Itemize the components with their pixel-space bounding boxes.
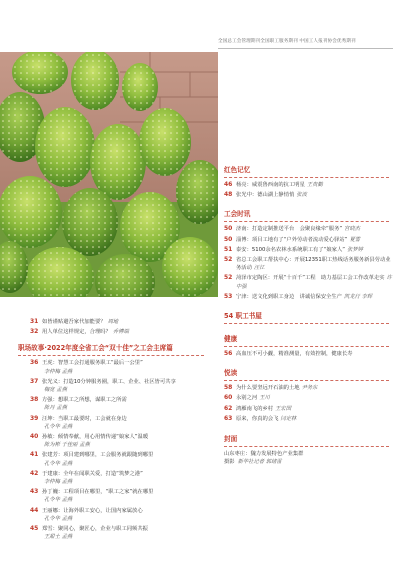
page-number: 51 (224, 245, 233, 253)
entry-author: 尹务东 (301, 385, 318, 392)
entry-author: 许中强 (236, 275, 392, 290)
page-number: 45 (30, 525, 39, 533)
toc-entry[interactable] (224, 256, 394, 272)
entry-title: 孙敏：倾情奉献，用心用情传递“娘家人”温暖 (42, 434, 149, 441)
masthead-rule (218, 48, 393, 49)
page-number: 32 (30, 328, 39, 336)
entry-title: 宁津：送文化到职工身边 讲诚信保安全生产 (236, 293, 342, 300)
entry-author: 张梦婷 (347, 246, 363, 253)
toc-entry[interactable] (224, 181, 394, 189)
page-number: 46 (224, 181, 233, 188)
entry-author: 王宏国 (275, 405, 291, 412)
page-number: 63 (224, 414, 233, 422)
toc-entry[interactable] (224, 191, 394, 199)
toc-entry[interactable] (224, 350, 394, 358)
entry-title: 张光中：德山湖上静悄悄 (236, 192, 295, 199)
section-title: 工会时讯 (224, 210, 251, 219)
feature-section-title: 职场故事·2022年度全省工会“双十佳”之工会主席篇 (18, 344, 173, 353)
cover-credit (224, 458, 394, 466)
toc-left-column (18, 318, 216, 543)
entry-title: 方强：想职工之所想，谋职工之所需 (42, 397, 127, 404)
entry-title: 永别之河 (236, 395, 258, 402)
entry-author: 宫晓杰 (344, 226, 361, 233)
page-number: 43 (30, 488, 39, 496)
section-divider (224, 446, 389, 447)
entry-author: 闫定林 (280, 415, 297, 422)
toc-entry[interactable] (224, 384, 394, 392)
entry-title: 如皆谨贴避吾家代加能要？ (42, 319, 106, 325)
page-number: 40 (30, 433, 39, 441)
entry-author: 梅宽 孟燕 (44, 387, 67, 394)
cover-section-title: 封面 (224, 435, 238, 444)
section-divider (18, 355, 204, 356)
toc-entry[interactable] (224, 405, 394, 413)
entry-title: 为什么要坚远开石油的土地 (236, 385, 300, 392)
entry-author: 凯龙行 李辉 (343, 293, 373, 300)
entry-author: 王贵勤 (306, 182, 323, 188)
entry-author: 陈丹 孟燕 (44, 405, 67, 412)
toc-entry[interactable] (30, 378, 216, 394)
page-number: 41 (30, 451, 39, 459)
toc-entry[interactable] (224, 236, 394, 244)
entry-title: 张建芳：项目建到哪里，工会服务就跟随到哪里 (42, 452, 154, 459)
toc-right-column (224, 158, 394, 467)
entry-author: 张波 (296, 192, 307, 199)
toc-entry[interactable] (224, 394, 394, 402)
section-divider (224, 380, 389, 381)
entry-author: 李仲梅 孟燕 (44, 368, 73, 375)
page-number: 60 (224, 394, 233, 402)
toc-entry[interactable] (224, 415, 394, 423)
entry-title: 杨亮：威震鲁西南的抗工明星 (236, 182, 305, 188)
entry-title: 郑雪：聚同心，聚匠心，企业与职工同频共振 (42, 526, 148, 533)
cover-credit-label: 摄影 (224, 459, 235, 466)
entry-title: 省总工会职工帮扶中心：开展12351职工热线话务服务新县劳动业务活动 (236, 257, 391, 272)
toc-entry[interactable] (30, 318, 216, 326)
page-number: 52 (224, 274, 233, 282)
entry-author: 周地 (107, 319, 119, 325)
entry-title: 汪坤：当职工最要时，工会就在身边 (42, 415, 127, 422)
entry-author: 王川 (259, 395, 270, 402)
page-number: 36 (30, 359, 39, 367)
masthead-text: 全国总工会管理期刊全国职工服务期刊 中国工人报刊协会优秀期刊 (218, 39, 356, 44)
entry-author: 王甜土 孟燕 (44, 534, 73, 541)
entry-author: 夏雪 (349, 236, 361, 243)
section-divider (224, 177, 389, 178)
toc-entry[interactable] (30, 433, 216, 449)
toc-entry[interactable] (30, 359, 216, 375)
entry-title: 济南：打造定制推送平台 会聚良缘牵“服务” (236, 226, 343, 233)
toc-entry[interactable] (30, 488, 216, 504)
cover-credit-authors: 新华社记者 郭绪雷 (237, 459, 282, 466)
page-number: 50 (224, 225, 233, 233)
entry-title: 孙丁巍：工程项目在哪里，“职工之家”就在哪里 (42, 489, 154, 496)
section-list (224, 164, 394, 423)
entry-title: 泰安：5100余名农林水系统职工有了“娘家人” (236, 246, 346, 253)
entry-title: 王虎：智慧工会打通服务职工“最后一公里” (42, 360, 143, 367)
toc-entry[interactable] (30, 396, 216, 412)
entry-title: 张光义：打造10分钟服务圈，职工、企业、社区皆可共享 (42, 378, 176, 385)
entry-author: 孔令华 孟燕 (44, 423, 73, 430)
toc-entry[interactable] (224, 274, 394, 290)
page-number: 39 (30, 414, 39, 422)
section-title: 悦读 (224, 369, 238, 378)
toc-entry[interactable] (30, 470, 216, 486)
toc-entry[interactable] (30, 328, 216, 336)
toc-entry[interactable] (30, 525, 216, 541)
toc-entry[interactable] (224, 225, 394, 233)
toc-entry[interactable] (30, 415, 216, 431)
entry-title: 鸿雁南飞的乡村 (236, 405, 274, 412)
toc-entry[interactable] (224, 246, 394, 254)
feature-entry-list (30, 359, 216, 541)
section-divider (224, 323, 389, 324)
entry-title: 王丽娜：让海外职工安心，让国内家属放心 (42, 507, 143, 514)
page-number: 38 (30, 396, 39, 404)
entry-title: 用人单位这样规定，合理吗？ (42, 329, 111, 336)
cover-caption: 山东枣庄：魏力发展特色产业集群 (224, 451, 304, 458)
toc-entry[interactable] (30, 451, 216, 467)
section-title: 54 职工书屋 (224, 312, 262, 321)
entry-author: 乔博端 (112, 329, 129, 336)
toc-entry[interactable] (30, 507, 216, 523)
page-number: 56 (224, 350, 233, 358)
entry-title: 菏泽市定陶区：开展“十百千”工程 助力基层工会工作改革走实 (236, 275, 385, 282)
section-divider (224, 346, 389, 347)
page-number: 53 (224, 292, 233, 300)
page-number: 50 (224, 235, 233, 243)
entry-author: 李仲梅 孟燕 (44, 479, 73, 486)
page-number: 52 (224, 256, 233, 264)
entry-title: 原来，你真的会飞 (236, 415, 279, 422)
entry-author: 孔令华 孟燕 (44, 515, 73, 522)
entry-title: 淄博：项目工地有了“户外劳动者流动爱心驿站” (236, 236, 348, 243)
section-title: 健康 (224, 335, 238, 344)
page-number: 37 (30, 377, 39, 385)
page-number: 48 (224, 191, 233, 199)
entry-author: 汪江 (253, 265, 265, 272)
page-number: 42 (30, 469, 39, 477)
entry-author: 陈为彬 于佳丽 孟燕 (44, 442, 90, 449)
cactus-illustration (0, 52, 218, 297)
cactus-photo (0, 52, 218, 297)
entry-title: 高血压不可小觑，精准测量，有效控制，健康长寿 (236, 351, 353, 358)
section-divider (224, 221, 389, 222)
entry-author: 孔令华 孟燕 (44, 497, 73, 504)
page-number: 44 (30, 506, 39, 514)
page-number: 31 (30, 318, 39, 325)
entry-title: 于建康：全年在闻职关爱，打造“筑梦之港” (42, 470, 143, 477)
page-number: 62 (224, 404, 233, 412)
section-title: 红色记忆 (224, 166, 251, 174)
toc-entry[interactable] (224, 293, 394, 301)
page-number: 58 (224, 384, 233, 392)
entry-author: 孔令华 孟燕 (44, 460, 73, 467)
